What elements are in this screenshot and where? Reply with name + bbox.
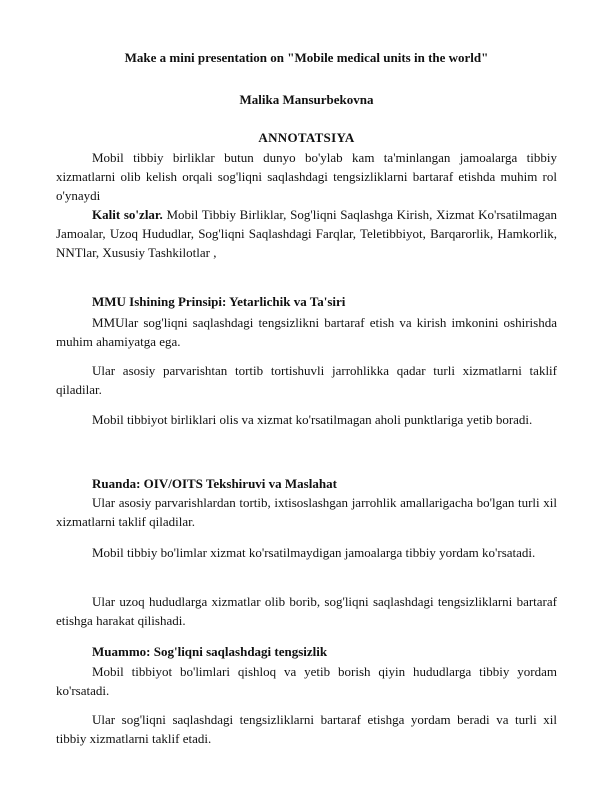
keywords-paragraph xyxy=(56,205,557,262)
keywords-list: Mobil Tibbiy Birliklar, Sog'liqni Saqlashga Kirish, Xizmat Ko'rsatilmagan Jamoalar, Uzoq Hududlar, Sog'liqni Saqlashdagi Farqlar, Teletibbiyot, Barqarorlik, Hamkorlik, NNTlar, Xususiy Tashkilotlar , xyxy=(56,207,557,260)
section-paragraph: Ular asosiy parvarishlardan tortib, ixtisoslashgan jarrohlik amallarigacha bo'lgan turli xil xizmatlarni taklif qiladilar. xyxy=(56,495,557,529)
document-title: Make a mini presentation on "Mobile medical units in the world" xyxy=(124,50,489,65)
section-paragraph: Mobil tibbiy bo'limlar xizmat ko'rsatilmaydigan jamoalarga tibbiy yordam ko'rsatadi. xyxy=(92,545,536,560)
annotation-heading: ANNOTATSIYA xyxy=(258,130,355,145)
section-paragraph: Mobil tibbiyot bo'limlari qishloq va yetib borish qiyin hududlarga tibbiy yordam ko'rsatadi. xyxy=(56,664,557,698)
section-heading: Ruanda: OIV/OITS Tekshiruvi va Maslahat xyxy=(92,476,337,491)
section-heading: Muammo: Sog'liqni saqlashdagi tengsizlik xyxy=(92,644,328,659)
section-paragraph: Ular asosiy parvarishtan tortib tortishuvli jarrohlikka qadar turli xizmatlarni taklif qiladilar. xyxy=(56,363,557,397)
annotation-paragraph: Mobil tibbiy birliklar butun dunyo bo'ylab kam ta'minlangan jamoalarga tibbiy xizmatlarni olib kelish orqali sog'liqni saqlashdagi tengsizliklarni bartaraf etishda muhim rol o'ynaydi xyxy=(56,150,557,203)
document-page xyxy=(56,0,557,792)
section-paragraph: Ular uzoq hududlarga xizmatlar olib borib, sog'liqni saqlashdagi tengsizliklarni bartaraf etishga harakat qilishadi. xyxy=(56,594,557,628)
section-paragraph: Mobil tibbiyot birliklari olis va xizmat ko'rsatilmagan aholi punktlariga yetib boradi. xyxy=(92,412,533,427)
keywords-label: Kalit so'zlar. xyxy=(92,207,163,222)
section-heading: MMU Ishining Prinsipi: Yetarlichik va Ta'siri xyxy=(92,294,346,309)
section-paragraph: MMUlar sog'liqni saqlashdagi tengsizlikni bartaraf etish va kirish imkonini oshirishda muhim ahamiyatga ega. xyxy=(56,315,557,349)
author-name: Malika Mansurbekovna xyxy=(239,92,374,107)
section-paragraph: Ular sog'liqni saqlashdagi tengsizliklarni bartaraf etishga yordam beradi va turli xil tibbiy xizmatlarni taklif etadi. xyxy=(56,712,557,746)
